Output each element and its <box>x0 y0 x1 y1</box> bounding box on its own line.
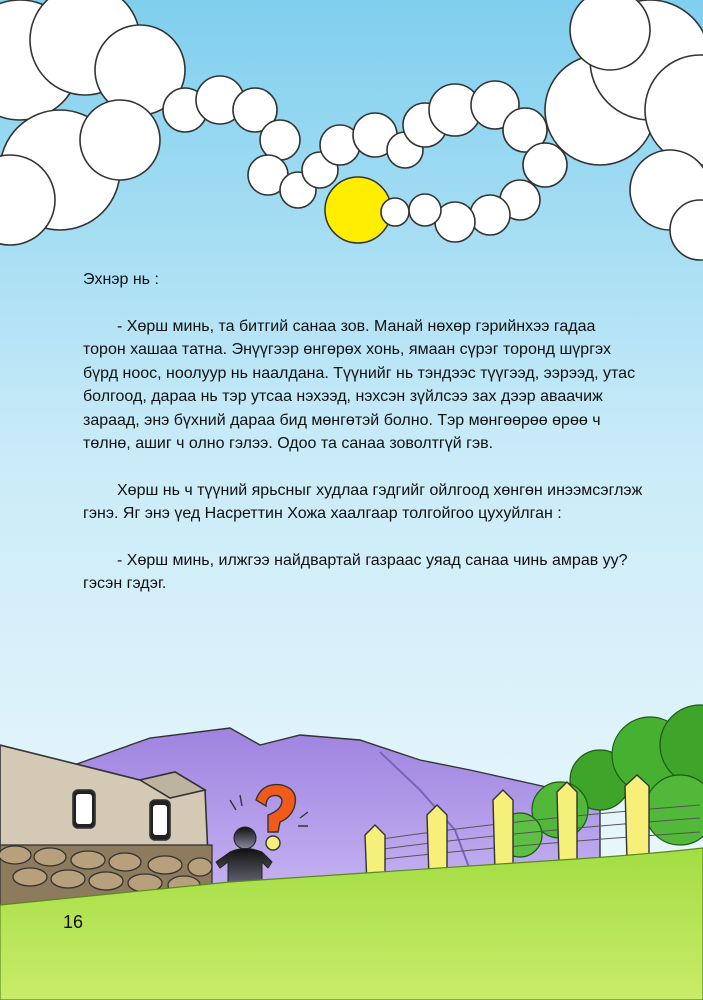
paragraph-line: болгоод, дараа нь тэр утсаа нэхээд, нэхсэн зүйлсээ зах дээр аваачиж <box>83 388 603 405</box>
paragraph-line: гэсэн гэдэг. <box>83 575 167 592</box>
speaker-label: Эхнэр нь : <box>83 271 159 288</box>
paragraph-line: зараад, энэ бүхний дараа бид мөнгөтэй болно. Тэр мөнгөөрөө өрөө ч <box>83 411 601 429</box>
paragraph-line: торон хашаа татна. Энүүгээр өнгөрөх хонь, ямаан сүрэг торонд шүргэх <box>83 341 612 358</box>
paragraph-line: Хөрш нь ч түүний ярьсныг худлаа гэдгийг ойлгоод хөнгөн инээмсэглэж <box>117 481 643 499</box>
page-number: 16 <box>63 912 84 932</box>
paragraph-line: - Хөрш минь, та битгий санаа зов. Манай нөхөр гэрийнхээ гадаа <box>117 317 596 335</box>
story-text <box>83 268 643 596</box>
paragraph-line: бүрд ноос, ноолуур нь наалдана. Түүнийг нь тэндээс түүгээд, ээрээд, утас <box>83 364 636 382</box>
paragraph-line: төлнө, ашиг ч олно гэлээ. Одоо та санаа зоволтгүй гэв. <box>83 435 494 452</box>
paragraph-line: - Хөрш минь, илжгээ найдвартай газраас уяад санаа чинь амрав уу? <box>117 551 628 569</box>
paragraph-line: гэнэ. Яг энэ үед Насреттин Хожа хаалгаар толгойгоо цухуйлган : <box>83 505 562 522</box>
